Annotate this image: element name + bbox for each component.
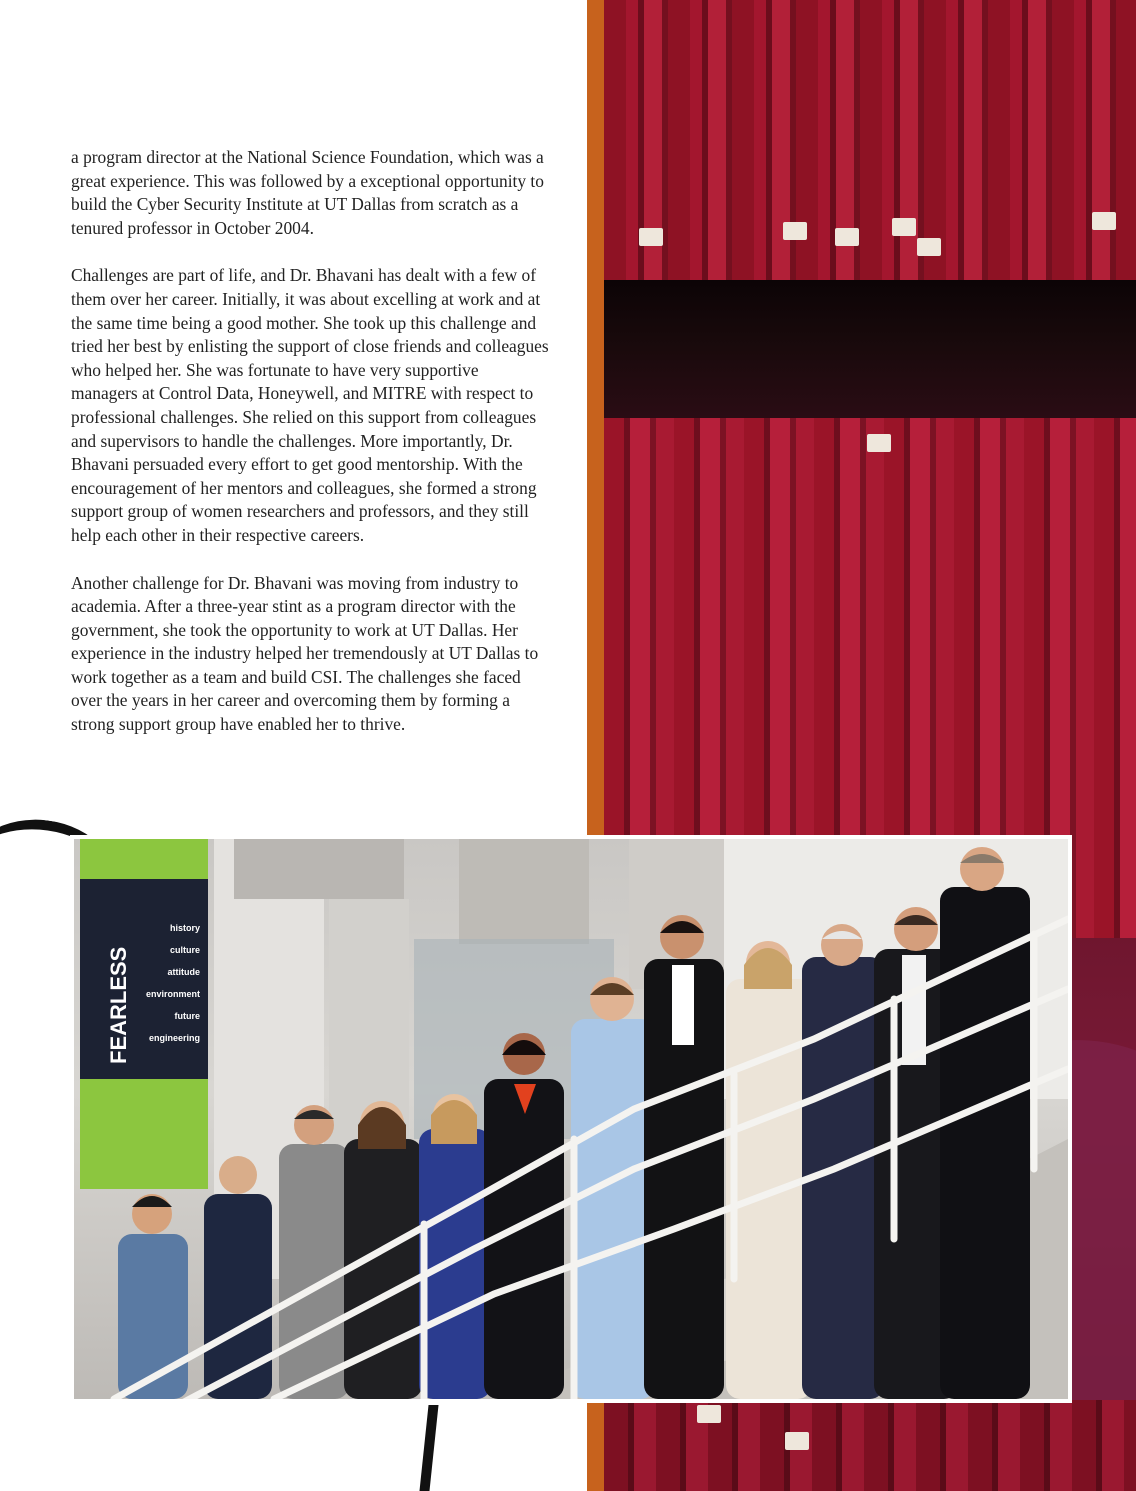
group-photo-illustration bbox=[74, 839, 1068, 1399]
banner-word: history bbox=[169, 923, 200, 933]
shelf-edge bbox=[604, 280, 1136, 418]
book-label bbox=[1092, 212, 1116, 230]
banner-word: future bbox=[174, 1011, 200, 1021]
paragraph-1: a program director at the National Science Foundation, which was a great experience. This was followed by a exceptional opportunity to build the Cyber Security Institute at UT Dallas from scratch as a tenured professor in October 2004. bbox=[71, 147, 544, 238]
paragraph-3: Another challenge for Dr. Bhavani was moving from industry to academia. After a three-year stint as a program director with the government, she took the opportunity to work at UT Dallas. Her experience in the industry helped her tremendously at UT Dallas to work together as a team and build CSI. The challenges she faced over the years in her career and overcoming them by forming a strong support group have enabled her to thrive. bbox=[71, 572, 539, 735]
person bbox=[484, 1033, 564, 1399]
article-text bbox=[71, 146, 549, 761]
book-label bbox=[785, 1432, 809, 1450]
banner-word: attitude bbox=[167, 967, 200, 977]
banner-word: culture bbox=[169, 945, 200, 955]
person bbox=[571, 977, 655, 1399]
book-row-bottom bbox=[604, 1400, 1136, 1491]
ceiling-panel bbox=[459, 839, 589, 944]
book-row-top bbox=[604, 0, 1136, 280]
person bbox=[118, 1194, 188, 1399]
banner-panel bbox=[80, 879, 208, 1079]
person bbox=[726, 941, 812, 1399]
book-label bbox=[783, 222, 807, 240]
book-label bbox=[639, 228, 663, 246]
book-label bbox=[835, 228, 859, 246]
decorative-curve-bottom bbox=[419, 1405, 438, 1491]
person bbox=[279, 1105, 349, 1399]
book-label bbox=[892, 218, 916, 236]
group-photo bbox=[70, 835, 1072, 1403]
person bbox=[940, 847, 1030, 1399]
ceiling-panel bbox=[234, 839, 404, 899]
book-label bbox=[917, 238, 941, 256]
banner-title: FEARLESS bbox=[106, 946, 131, 1064]
banner-word: environment bbox=[145, 989, 200, 999]
banner-word: engineering bbox=[148, 1033, 200, 1043]
book-label bbox=[867, 434, 891, 452]
paragraph-2: Challenges are part of life, and Dr. Bhavani has dealt with a few of them over her career. Initially, it was about excelling at work and at the same time being a good mother. She took up this challenge and tried her best by enlisting the support of close friends and colleagues who helped her. She was fortunate to have very supportive managers at Control Data, Honeywell, and MITRE with respect to professional challenges. She relied on this support from colleagues and supervisors to handle the challenges. More importantly, Dr. Bhavani persuaded every effort to get good mentorship. With the encouragement of her mentors and colleagues, she formed a strong support group of women researchers and professors, and they still help each other in their respective careers. bbox=[71, 265, 549, 545]
book-label bbox=[697, 1405, 721, 1423]
